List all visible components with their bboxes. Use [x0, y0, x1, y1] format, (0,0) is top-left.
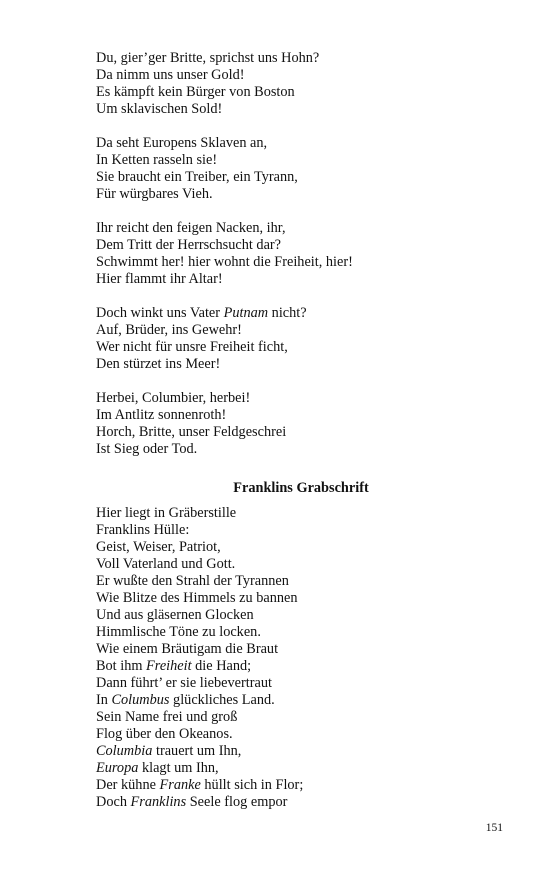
- verse-line: Hier liegt in Gräberstille: [96, 505, 237, 521]
- verse-text: trauert um Ihn,: [152, 743, 242, 759]
- verse-text: Doch winkt uns Vater: [96, 305, 224, 321]
- verse-line: Herbei, Columbier, herbei!: [96, 390, 251, 406]
- verse-line: Den stürzet ins Meer!: [96, 356, 221, 372]
- verse-text: Bot ihm: [96, 658, 147, 674]
- verse-text: In: [96, 692, 112, 708]
- poem-title: [0, 480, 550, 497]
- poem-title-text: Franklins Grabschrift: [233, 480, 369, 496]
- verse-line: Es kämpft kein Bürger von Boston: [96, 84, 295, 100]
- verse-line: Geist, Weiser, Patriot,: [96, 539, 221, 555]
- italic-word: Columbia: [96, 743, 153, 759]
- italic-word: Franke: [159, 777, 201, 793]
- verse-line: Sein Name frei und groß: [96, 709, 238, 725]
- verse-text: Seele flog empor: [186, 794, 288, 810]
- verse-line: Franklins Hülle:: [96, 522, 190, 538]
- verse-line: Da seht Europens Sklaven an,: [96, 135, 268, 151]
- verse-text: Der kühne: [96, 777, 160, 793]
- stanza-4: [96, 305, 496, 373]
- verse-text: klagt um Ihn,: [138, 760, 219, 776]
- verse-line: Himmlische Töne zu locken.: [96, 624, 261, 640]
- verse-line: [96, 760, 496, 777]
- poem-franklins-grabschrift: [96, 505, 496, 811]
- verse-line: Schwimmt her! hier wohnt die Freiheit, hier!: [96, 254, 353, 270]
- verse-line: Hier flammt ihr Altar!: [96, 271, 223, 287]
- verse-line: Im Antlitz sonnenroth!: [96, 407, 227, 423]
- poem-continuation: [96, 50, 496, 475]
- italic-word: Europa: [96, 760, 139, 776]
- verse-line: [96, 743, 496, 760]
- verse-line: [96, 305, 496, 322]
- stanza-2: [96, 135, 496, 203]
- verse-line: Voll Vaterland und Gott.: [96, 556, 236, 572]
- verse-line: Ihr reicht den feigen Nacken, ihr,: [96, 220, 286, 236]
- verse-line: Um sklavischen Sold!: [96, 101, 223, 117]
- italic-word: Freiheit: [146, 658, 192, 674]
- stanza-1: [96, 50, 496, 118]
- verse-line: Dem Tritt der Herrschsucht dar?: [96, 237, 282, 253]
- verse-line: Horch, Britte, unser Feldgeschrei: [96, 424, 287, 440]
- verse-line: Und aus gläsernen Glocken: [96, 607, 254, 623]
- verse-line: [96, 777, 496, 794]
- verse-text: die Hand;: [191, 658, 252, 674]
- verse-line: Du, gier’ger Britte, sprichst uns Hohn?: [96, 50, 320, 66]
- verse-line: Wie einem Bräutigam die Braut: [96, 641, 279, 657]
- verse-line: [96, 794, 496, 811]
- page-number: 151: [485, 822, 503, 834]
- italic-word: Franklins: [130, 794, 187, 810]
- verse-text: nicht?: [268, 305, 307, 321]
- verse-text: glückliches Land.: [169, 692, 275, 708]
- verse-text: hüllt sich in Flor;: [200, 777, 304, 793]
- verse-line: Ist Sieg oder Tod.: [96, 441, 198, 457]
- verse-line: [96, 692, 496, 709]
- verse-line: In Ketten rasseln sie!: [96, 152, 218, 168]
- italic-word: Columbus: [111, 692, 170, 708]
- verse-line: Für würgbares Vieh.: [96, 186, 213, 202]
- verse-line: Wer nicht für unsre Freiheit ficht,: [96, 339, 288, 355]
- italic-name: Putnam: [223, 305, 269, 321]
- verse-line: Flog über den Okeanos.: [96, 726, 233, 742]
- verse-line: Auf, Brüder, ins Gewehr!: [96, 322, 242, 338]
- verse-line: Dann führt’ er sie liebevertraut: [96, 675, 272, 691]
- verse-line: Sie braucht ein Treiber, ein Tyrann,: [96, 169, 298, 185]
- stanza-5: [96, 390, 496, 458]
- stanza-3: [96, 220, 496, 288]
- verse-line: Da nimm uns unser Gold!: [96, 67, 245, 83]
- verse-line: [96, 658, 496, 675]
- verse-line: Er wußte den Strahl der Tyrannen: [96, 573, 289, 589]
- verse-line: Wie Blitze des Himmels zu bannen: [96, 590, 298, 606]
- verse-text: Doch: [96, 794, 131, 810]
